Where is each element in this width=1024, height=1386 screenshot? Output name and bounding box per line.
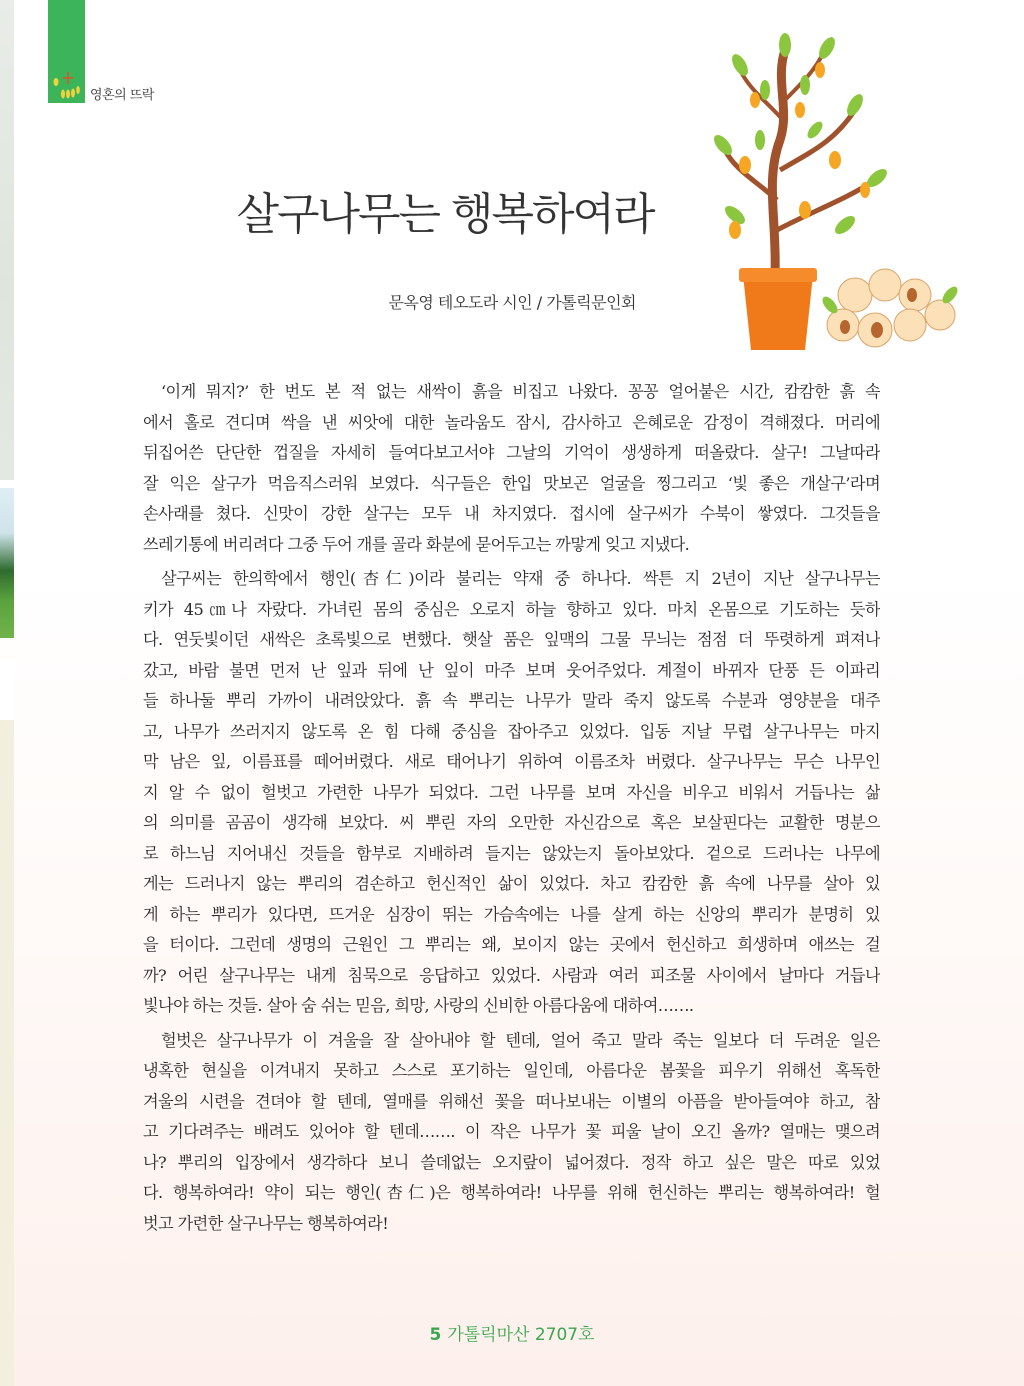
text-line: 냉혹한 현실을 이겨내지 못하고 스스로 포기하는 일인데, 아름다운 봄꽃을 피우기 위해선 혹독한 (143, 1061, 880, 1080)
text-line: 빛나야 하는 것들. 살아 숨 쉬는 믿음, 희망, 사랑의 신비한 아름다움에 대하여……. (143, 996, 694, 1015)
paragraph-2 (143, 564, 880, 1022)
text-line: 쓰레기통에 버리려다 그중 두어 개를 골라 화분에 묻어두고는 까맣게 잊고 지냈다. (143, 534, 690, 554)
text-line: 로 하느님 지어내신 것들을 함부로 지배하려 들지는 않았는지 돌아보았다. 겉으로 드러나는 나무에 (143, 843, 880, 863)
section-tab (48, 0, 85, 103)
text-line: 살구씨는 한의학에서 행인(杏仁)이라 불리는 약재 중 하나다. 싹튼 지 2년이 지난 살구나무는 (161, 569, 880, 588)
text-line: 지 알 수 없이 헐벗고 가련한 나무가 되었다. 그런 나무를 보며 자신을 비우고 비워서 거듭나는 삶 (143, 782, 880, 802)
text-line: 고 기다려주는 배려도 있어야 할 텐데……. 이 작은 나무가 꽃 피울 날이 오긴 올까? 열매는 맺으려 (143, 1122, 880, 1141)
text-line: 게는 드러나지 않는 뿌리의 겸손하고 헌신적인 삶이 있었다. 차고 캄캄한 흙 속에 나무를 살아 있 (143, 874, 880, 893)
text-line: 벗고 가련한 살구나무는 행복하여라! (143, 1213, 389, 1233)
text-line: 을 터이다. 그런데 생명의 근원인 그 뿌리는 왜, 보이지 않는 곳에서 헌신하고 희생하며 애쓰는 걸 (143, 935, 880, 954)
article-title: 살구나무는 행복하여라 (236, 189, 654, 240)
text-line: 잘 익은 살구가 먹음직스러워 보였다. 식구들은 한입 맛보곤 얼굴을 찡그리고 ‘빛 좋은 개살구’라며 (143, 473, 880, 493)
page-footer (0, 1320, 1024, 1345)
apricot-tree-illustration (705, 30, 965, 360)
article-body (143, 377, 880, 1243)
text-line: 겨울의 시련을 견뎌야 할 텐데, 열매를 위해선 꽃을 떠나보내는 이별의 아픔을 받아들여야 하고, 참 (143, 1091, 880, 1111)
text-line: 나? 뿌리의 입장에서 생각하다 보니 쓸데없는 오지랖이 넓어졌다. 정작 하고 싶은 말은 따로 있었 (143, 1152, 880, 1172)
text-line: 손사래를 쳤다. 신맛이 강한 살구는 모두 내 차지였다. 접시에 살구씨가 수북이 쌓였다. 그것들을 (143, 504, 880, 523)
candle-icon (48, 0, 85, 103)
text-line: 키가 45㎝나 자랐다. 가녀린 몸의 중심은 오로지 하늘 향하고 있다. 마치 온몸으로 기도하는 듯하 (143, 599, 880, 619)
left-photo-strip-top (0, 0, 14, 480)
section-label: 영혼의 뜨락 (90, 88, 154, 103)
text-line: 게 하는 뿌리가 있다면, 뜨거운 심장이 뛰는 가슴속에는 나를 살게 하는 신앙의 뿌리가 분명히 있 (143, 904, 880, 924)
text-line: 갔고, 바람 불면 먼저 난 잎과 뒤에 난 잎이 마주 보며 웃어주었다. 계절이 바뀌자 단풍 든 이파리 (143, 660, 880, 680)
text-line: 다. 행복하여라! 약이 되는 행인(杏仁)은 행복하여라! 나무를 위해 헌신하는 뿌리는 행복하여라! 헐 (143, 1183, 880, 1202)
text-line: 고, 나무가 쓰러지지 않도록 온 힘 다해 중심을 잡아주고 있었다. 입동 지날 무렵 살구나무는 마지 (143, 721, 880, 741)
paragraph-3 (143, 1026, 880, 1240)
page-number: 5 (429, 1325, 442, 1345)
paragraph-1 (143, 377, 880, 560)
publication-issue: 가톨릭마산 2707호 (447, 1325, 595, 1345)
text-line: 헐벗은 살구나무가 이 겨울을 잘 살아내야 할 텐데, 얼어 죽고 말라 죽는 일보다 더 두려운 일은 (161, 1030, 880, 1050)
text-line: ‘이게 뭐지?’ 한 번도 본 적 없는 새싹이 흙을 비집고 나왔다. 꽁꽁 얼어붙은 시간, 캄캄한 흙 속 (161, 382, 880, 401)
text-line: 들 하나둘 뿌리 가까이 내려앉았다. 흙 속 뿌리는 나무가 말라 죽지 않도록 수분과 영양분을 대주 (143, 691, 880, 710)
left-photo-strip-bottom (0, 660, 14, 1386)
text-line: 다. 연둣빛이던 새싹은 초록빛으로 변했다. 햇살 품은 잎맥의 그물 무늬는 점점 더 뚜렷하게 펴져나 (143, 630, 880, 649)
article-byline: 문옥영 테오도라 시인 / 가톨릭문인회 (388, 293, 636, 312)
text-line: 막 남은 잎, 이름표를 떼어버렸다. 새로 태어나기 위하여 이름조차 버렸다. 살구나무는 무슨 나무인 (143, 752, 880, 771)
text-line: 까? 어린 살구나무는 내게 침묵으로 응답하고 있었다. 사람과 여러 피조물 사이에서 날마다 거듭나 (143, 965, 880, 985)
left-photo-strip-landscape (0, 488, 14, 638)
text-line: 의 의미를 곰곰이 생각해 보았다. 씨 뿌린 자의 오만한 자신감으로 혹은 보살핀다는 교활한 명분으 (143, 813, 880, 832)
text-line: 뒤집어쓴 단단한 껍질을 자세히 들여다보고서야 그날의 기억이 생생하게 떠올랐다. 살구! 그날따라 (143, 443, 880, 462)
text-line: 에서 홀로 견디며 싹을 낸 씨앗에 대한 놀라움도 잠시, 감사하고 은혜로운 감정이 격해졌다. 머리에 (143, 412, 880, 432)
